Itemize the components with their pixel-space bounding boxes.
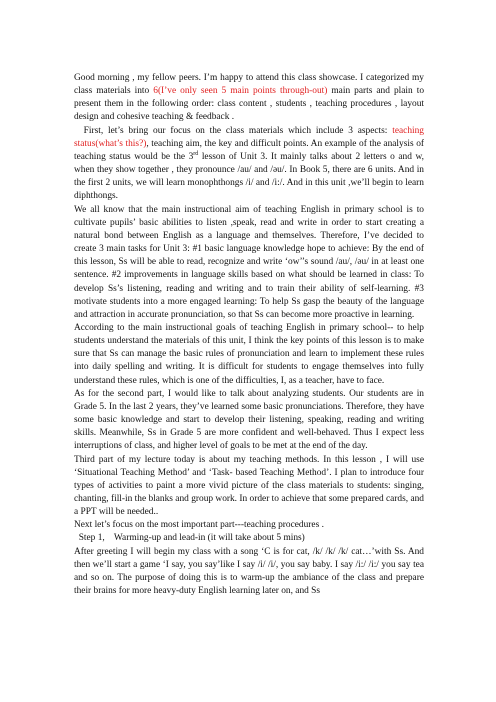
reviewer-comment-status: teaching status(what’s this?) — [74, 125, 424, 149]
document-page — [74, 72, 424, 598]
paragraph-step-1-heading: Step 1, Warming-up and lead-in (it will take about 5 mins) — [74, 533, 305, 544]
materials-text: First, let’s bring our focus on the class materials which include 3 aspects: — [83, 125, 393, 136]
paragraph-class-materials — [74, 125, 424, 204]
paragraph-step-1: After greeting I will begin my class with a song ‘C is for cat, /k/ /k/ /k/ cat…’with Ss. And then we’ll start a game ‘I say, you say’like I say /i/ /i/, you say baby. I say /i:/ /i:/ you say tea and so on. The purpose of doing this is to warm-up the ambiance of the class and prepare their brains for more heavy-duty English learning later on, and Ss — [74, 546, 424, 597]
paragraph-procedures-intro: Next let’s focus on the most important part---teaching procedures . — [74, 520, 324, 531]
materials-text-end: lesson of Unit 3. It mainly talks about 2 letters o and w, when they show together , they pronounce /au/ and /əu/. In Book 5, there are 6 units. And in the first 2 units, we will learn monophthongs /i/ and /i:/. And in this unit ,we’ll begin to learn diphthongs. — [74, 151, 424, 202]
intro-text: Good morning , my fellow peers. I’m happy to attend this class showcase. I categorized my class materials into — [74, 73, 424, 97]
paragraph-key-points: According to the main instructional goals of teaching English in primary school-- to help students understand the materials of this unit, I think the key points of this lesson is to make sure that Ss can manage the basic rules of pronunciation and learn to implement these rules into daily spelling and writing. It is difficult for students to engage themselves into fully understand these rules, which is one of the difficulties, I, as a teacher, have to face. — [74, 322, 424, 386]
ordinal-superscript: rd — [193, 150, 199, 157]
paragraph-students: As for the second part, I would like to talk about analyzing students. Our students are in Grade 5. In the last 2 years, they’ve learned some basic pronunciations. Therefore, they have some basic knowledge and start to develop their listening, speaking, reading and writing skills. Meanwhile, Ss in Grade 5 are more confident and well-behaved. Thus I expect less interruptions of class, and higher level of goals to be met at the end of the day. — [74, 388, 424, 452]
reviewer-comment: 6(I’ve only seen 5 main points through-out) — [153, 86, 328, 97]
paragraph-intro — [74, 72, 424, 125]
paragraph-methods: Third part of my lecture today is about my teaching methods. In this lesson , I will use ‘Situational Teaching Method’ and ‘Task- based Teaching Method’. I plan to introduce four types of activities to paint a more vivid picture of the class materials to students: singing, chanting, fill-in the blanks and group work. In order to achieve that some prepared cards, and a PPT will be needed.. — [74, 454, 424, 518]
paragraph-teaching-aim: We all know that the main instructional aim of teaching English in primary school is to cultivate pupils’ basic abilities to listen ,speak, read and write in order to start creating a natural bond between English as a language and themselves. Therefore, I’ve decided to create 3 main tasks for Unit 3: #1 basic language knowledge hope to achieve: By the end of this lesson, Ss will be able to read, recognize and write ‘ow’’s sound /au/, /əu/ in at least one sentence. #2 improvements in language skills based on what should be learned in class: To develop Ss’s listening, reading and writing and to train their ability of self-learning. #3 motivate students into a more engaged learning: To help Ss gasp the beauty of the language and attraction in accurate pronunciation, so that Ss can become more proactive in learning. — [74, 204, 424, 320]
intro-text-continued: main parts and plain to present them in the following order: class content , students , teaching procedures , layout design and cohesive teaching & feedback . — [74, 86, 425, 123]
materials-text-continued: , teaching aim, the key and difficult points. An example of the analysis of teaching status would be the 3 — [74, 138, 425, 162]
